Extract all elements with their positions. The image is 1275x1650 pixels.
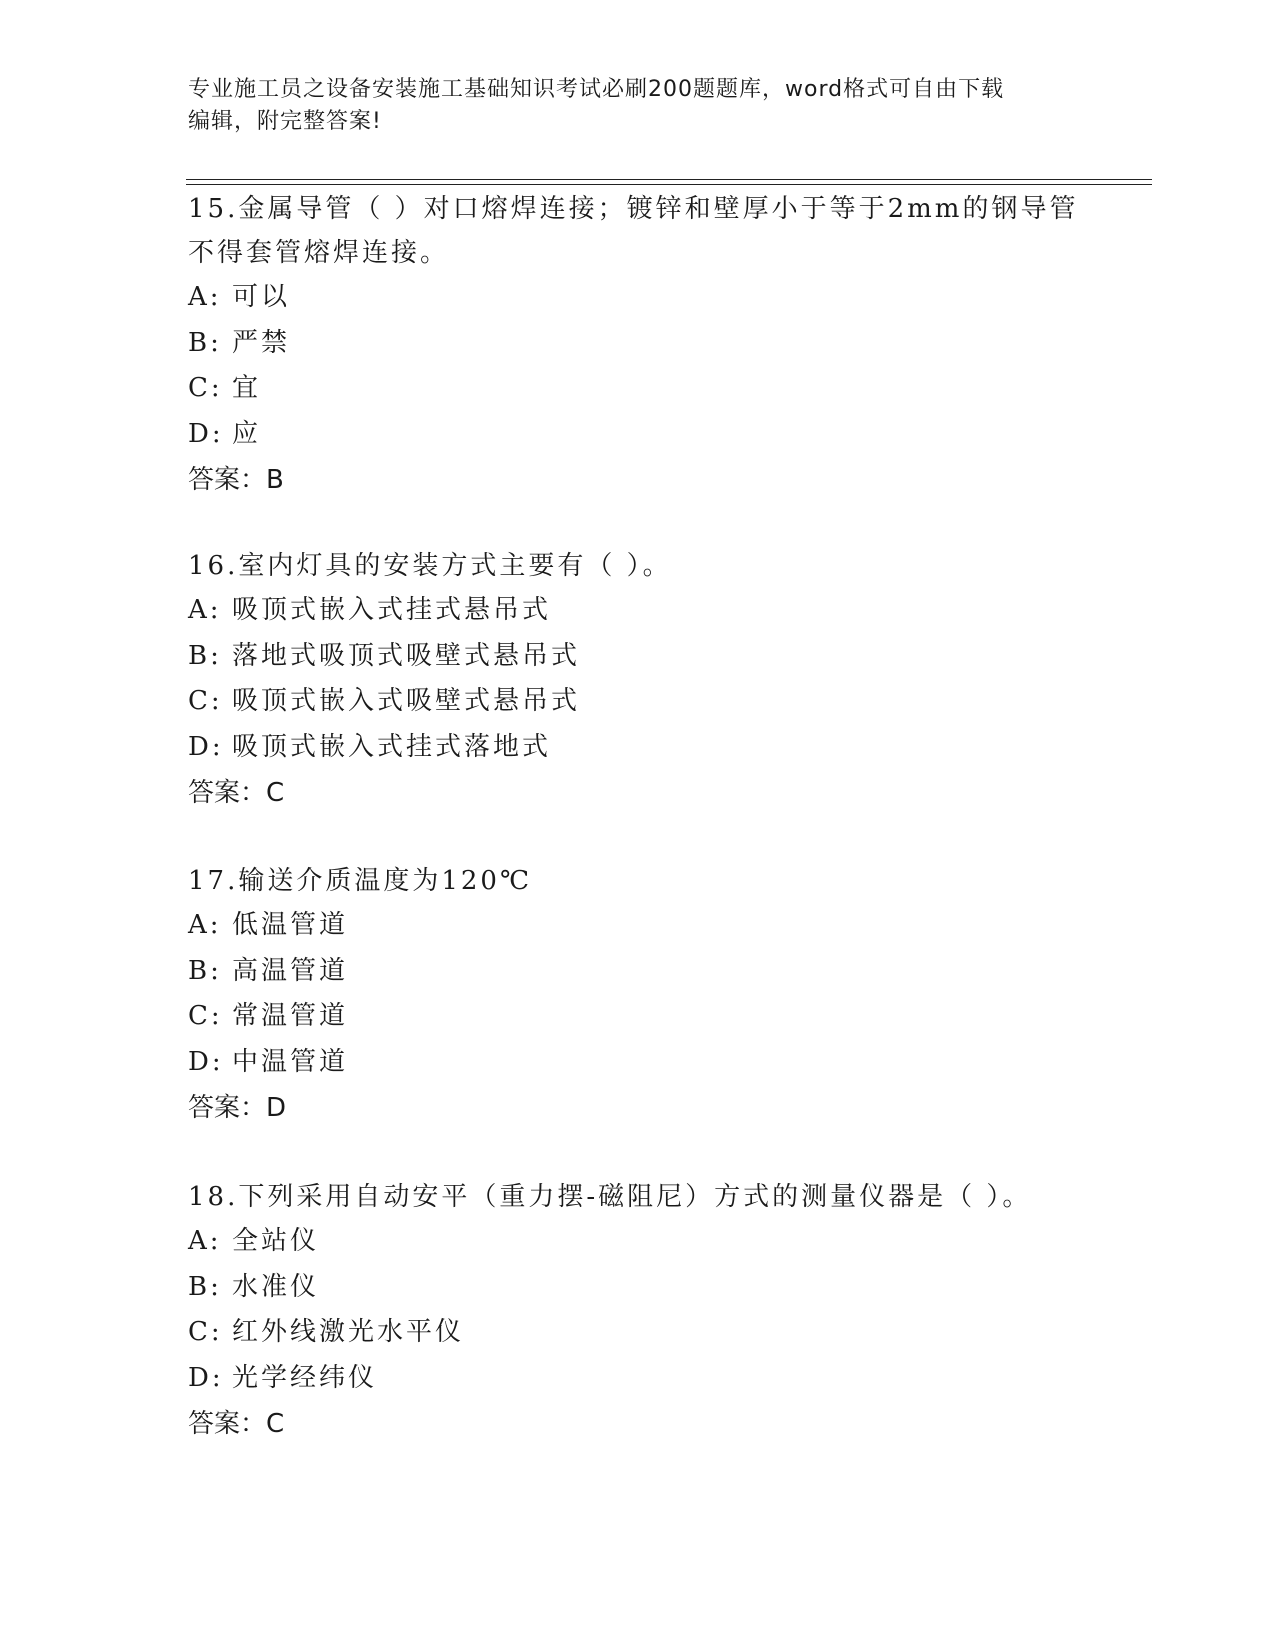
question-16 (188, 544, 1088, 816)
option-letter: C: (188, 1001, 223, 1031)
option-d (188, 725, 1088, 771)
option-letter: C: (188, 373, 223, 403)
option-a (188, 1219, 1088, 1265)
header-divider-top (186, 179, 1152, 180)
option-text: 常温管道 (232, 1001, 349, 1031)
question-17 (188, 859, 1088, 1131)
option-text: 吸顶式嵌入式挂式落地式 (232, 731, 552, 762)
option-text: 光学经纬仪 (232, 1362, 378, 1393)
option-a (188, 275, 1088, 321)
answer-label: 答案：D (188, 1093, 287, 1123)
header-line-2: 编辑，附完整答案! (188, 109, 382, 134)
option-letter: A: (188, 910, 222, 940)
option-c (188, 366, 1088, 412)
document-header (188, 74, 1088, 138)
option-b (188, 634, 1088, 680)
option-letter: B: (188, 1271, 222, 1302)
option-c (188, 679, 1088, 725)
header-line-1: 专业施工员之设备安装施工基础知识考试必刷200题题库，word格式可自由下载 (188, 77, 1005, 102)
option-letter: B: (188, 955, 222, 986)
option-text: 低温管道 (232, 910, 349, 940)
option-b (188, 321, 1088, 367)
question-15 (188, 187, 1088, 503)
option-letter: D: (188, 1362, 224, 1393)
option-text: 红外线激光水平仪 (232, 1317, 465, 1347)
option-letter: B: (188, 640, 222, 671)
option-text: 全站仪 (232, 1226, 320, 1256)
option-text: 宜 (232, 373, 262, 403)
option-letter: A: (188, 282, 222, 312)
option-c (188, 994, 1088, 1040)
question-stem-line-1: 15.金属导管（ ）对口熔焊连接；镀锌和壁厚小于等于2mm的钢导管 (188, 194, 1079, 224)
option-letter: C: (188, 1317, 223, 1347)
option-b (188, 949, 1088, 995)
option-a (188, 588, 1088, 634)
option-letter: A: (188, 1226, 222, 1256)
option-letter: B: (188, 327, 222, 358)
header-divider-bottom (186, 184, 1152, 185)
option-d (188, 412, 1088, 458)
answer-label: 答案：C (188, 778, 285, 808)
option-a (188, 903, 1088, 949)
question-18 (188, 1175, 1088, 1447)
option-letter: A: (188, 595, 222, 625)
answer-label: 答案：C (188, 1409, 285, 1439)
option-letter: C: (188, 686, 223, 716)
option-b (188, 1265, 1088, 1311)
option-d (188, 1356, 1088, 1402)
option-letter: D: (188, 418, 224, 449)
question-stem-line-2: 不得套管熔焊连接。 (188, 238, 450, 268)
option-d (188, 1040, 1088, 1086)
question-stem-line-1: 17.输送介质温度为120℃ (188, 866, 533, 896)
option-text: 水准仪 (232, 1271, 320, 1302)
option-text: 落地式吸顶式吸壁式悬吊式 (232, 640, 581, 671)
option-c (188, 1310, 1088, 1356)
option-text: 严禁 (232, 327, 291, 358)
question-stem-line-1: 18.下列采用自动安平（重力摆-磁阻尼）方式的测量仪器是（ ）。 (188, 1182, 1032, 1212)
option-text: 可以 (232, 282, 291, 312)
option-text: 高温管道 (232, 955, 349, 986)
option-text: 中温管道 (232, 1046, 349, 1077)
option-text: 吸顶式嵌入式吸壁式悬吊式 (232, 686, 581, 716)
option-letter: D: (188, 1046, 224, 1077)
option-letter: D: (188, 731, 224, 762)
question-stem-line-1: 16.室内灯具的安装方式主要有（ ）。 (188, 551, 672, 581)
option-text: 吸顶式嵌入式挂式悬吊式 (232, 595, 552, 625)
answer-label: 答案：B (188, 465, 284, 495)
option-text: 应 (232, 418, 262, 449)
